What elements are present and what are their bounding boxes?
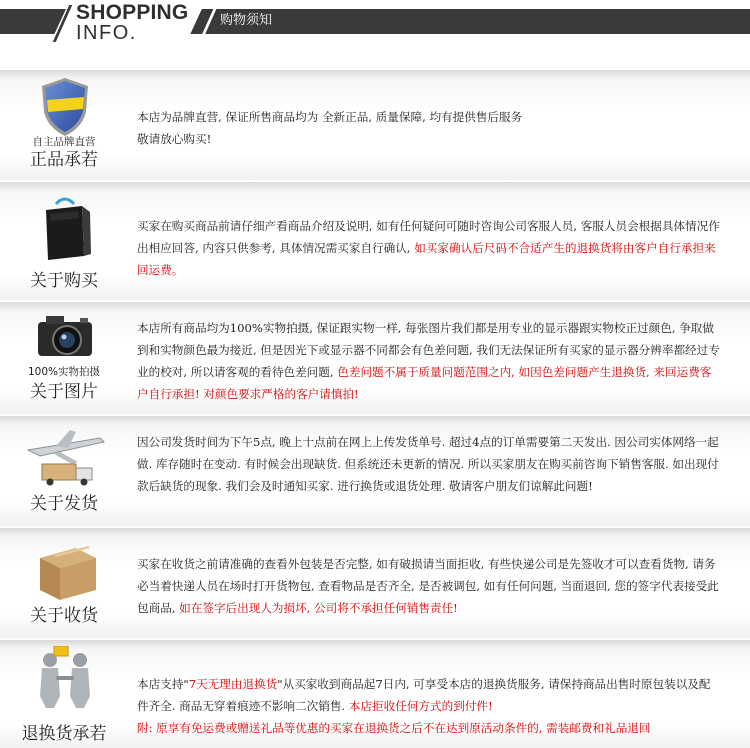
section-text-body: 本店支持" xyxy=(137,677,189,691)
section-title: 关于发货 xyxy=(30,494,98,514)
section-text-line: 本店为品牌直营, 保证所售商品均为 全新正品, 质量保障, 均有提供售后服务 xyxy=(137,110,523,124)
airplane-truck-icon xyxy=(20,424,110,490)
section-text-warning: 7天无理由退换货 xyxy=(188,677,278,691)
camera-icon xyxy=(20,306,110,372)
section-title: 退换货承若 xyxy=(21,724,107,744)
shopping-bag-icon xyxy=(20,196,110,262)
section-authentic xyxy=(0,70,750,180)
header-title-en: SHOPPING xyxy=(76,1,189,24)
header-subtitle-en: INFO. xyxy=(76,22,137,44)
section-text xyxy=(137,106,722,150)
section-text-line: 敬请放心购买! xyxy=(137,132,212,146)
section-text-warning: 色差问题不属于质量问题范围之内, 如因色差问题产生退换货, 来回运费客户自行承担! 对颜色要求严格的客户请慎拍! xyxy=(137,365,712,401)
section-text-warning: 如买家确认后尺码不合适产生的退换货将由客户自行承担来回运费。 xyxy=(137,241,716,277)
section-title: 正品承若 xyxy=(30,150,98,170)
section-text-warning: 如在签字后出现人为损坏, 公司将不承担任何销售责任! xyxy=(179,601,458,615)
section-title: 关于收货 xyxy=(30,606,98,626)
section-text-body: 因公司发货时间为下午5点, 晚上十点前在网上上传发货单号. 超过4点的订单需要第二天发出. 因公司实体网络一起做. 库存随时在变动. 有时候会出现缺货. 但系统还未更新的情况. 所以买家朋友在购买前咨询下销售客服. 如出现付款后缺货的现象. 我们会及时通知买家. 进行换货或退货处理. 敬请客户朋友们谅解此问题! xyxy=(137,435,719,493)
section-text xyxy=(137,215,722,281)
header-title-cn: 购物须知 xyxy=(220,13,273,28)
section-text-body: 买家在购买商品前请仔细产看商品介绍及说明, 如有任何疑问可随时咨询公司客服人员, 客服人员会根据具体情况作出相应回答, 内容只供参考, 具体情况需买家自行确认, xyxy=(137,219,720,255)
section-text xyxy=(137,553,722,619)
section-text xyxy=(137,317,722,405)
section-text xyxy=(137,431,722,497)
page-header xyxy=(0,0,750,48)
section-title: 关于购买 xyxy=(30,271,98,291)
package-box-icon xyxy=(20,538,110,604)
section-text xyxy=(137,673,722,739)
section-purchase xyxy=(0,182,750,300)
authentic-icon-label: 自主品牌直营 xyxy=(32,136,96,148)
section-text-warning: 本店拒收任何方式的到付件! xyxy=(348,699,493,713)
section-title: 关于图片 xyxy=(30,382,98,402)
section-returns xyxy=(0,640,750,748)
section-receiving xyxy=(0,528,750,638)
section-photos xyxy=(0,302,750,414)
section-text-body: 本店所有商品均为100%实物拍摄, 保证跟实物一样, 每张图片我们都是用专业的显示器跟实物校正过颜色, 争取做到和实物颜色最为接近, 但是因光下或显示器不同都会有色差问题, 我们无法保证所有买家的显示器分辨率都经过专业的校对, 所以请客观的看待色差问题, xyxy=(137,321,720,379)
handshake-people-icon xyxy=(20,646,110,712)
section-shipping xyxy=(0,416,750,526)
section-text-note: 附: 原享有免运费或赠送礼品等优惠的买家在退换货之后不在达到原活动条件的, 需装邮费和礼品退回 xyxy=(137,721,651,735)
section-text-body: "从买家收到商品起7日内, 可享受本店的退换货服务, 请保持商品出售时原包装以及配件齐全. 商品无穿着痕迹不影响二次销售. xyxy=(137,677,711,713)
shield-icon xyxy=(20,76,110,142)
photos-icon-label: 100%实物拍摄 xyxy=(27,366,101,378)
section-text-body: 买家在收货之前请准确的查看外包装是否完整, 如有破损请当面拒收, 有些快递公司是先签收才可以查看货物, 请务必当着快递人员在场时打开货物包, 查看物品是否齐全, 是否被调包, 如有任何问题, 当面退回, 您的签字代表接受此包商品, xyxy=(137,557,719,615)
